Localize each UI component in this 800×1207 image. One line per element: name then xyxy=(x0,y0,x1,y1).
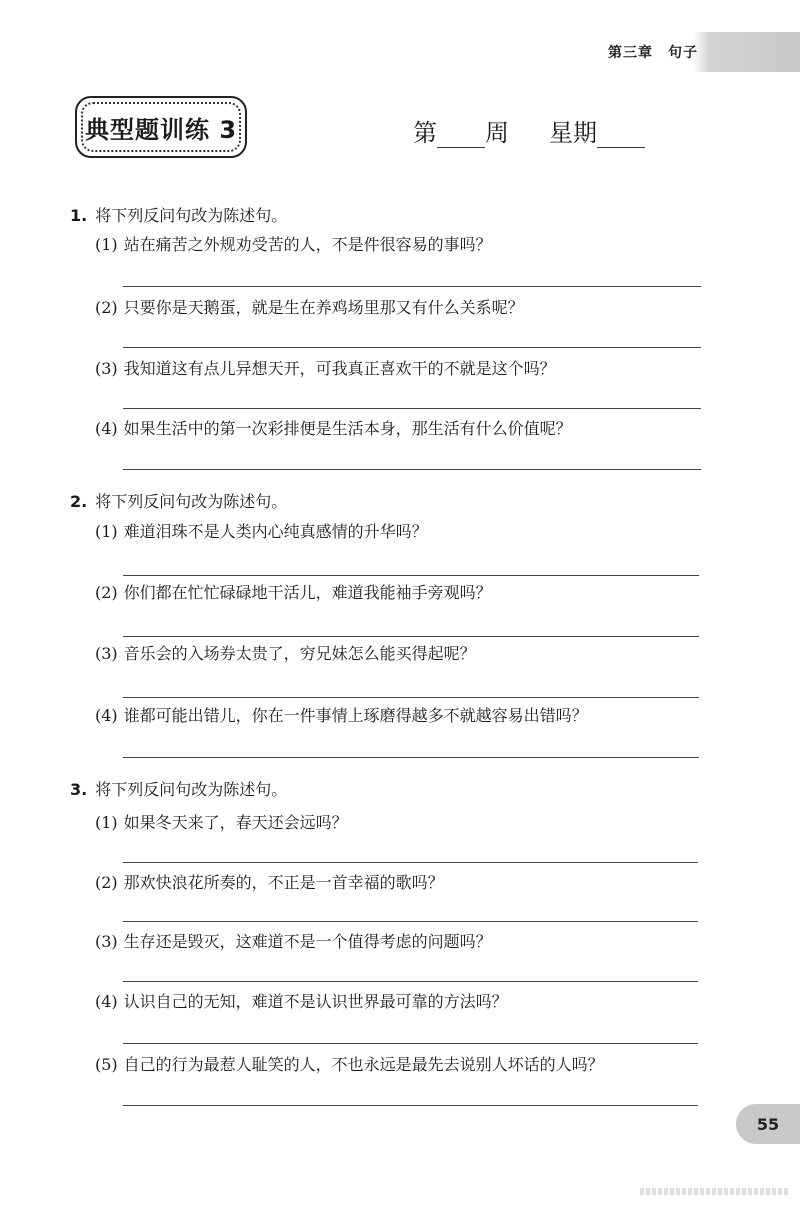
item-text: 你们都在忙忙碌碌地干活儿，难道我能袖手旁观吗？ xyxy=(123,583,492,602)
item-number: (2) xyxy=(95,583,118,602)
item-number: (3) xyxy=(95,359,118,378)
question-2-item-3 xyxy=(95,641,476,664)
item-number: (2) xyxy=(95,298,118,317)
answer-line[interactable] xyxy=(123,347,701,348)
answer-line[interactable] xyxy=(123,408,701,409)
item-number: (5) xyxy=(95,1055,118,1074)
question-2-item-2 xyxy=(95,580,492,603)
question-instruction: 将下列反问句改为陈述句。 xyxy=(95,492,288,511)
question-1-heading xyxy=(70,203,287,226)
answer-line[interactable] xyxy=(123,469,701,470)
answer-line[interactable] xyxy=(123,636,699,637)
item-text: 音乐会的入场券太贵了，穷兄妹怎么能买得起呢？ xyxy=(123,644,476,663)
question-2-item-1 xyxy=(95,519,428,542)
item-text: 认识自己的无知，难道不是认识世界最可靠的方法吗？ xyxy=(123,992,508,1011)
item-number: (4) xyxy=(95,706,118,725)
page-number: 55 xyxy=(756,1114,780,1134)
weekday-label: 星期 xyxy=(549,119,597,147)
answer-line[interactable] xyxy=(123,1043,698,1044)
item-number: (3) xyxy=(95,932,118,951)
question-3-item-5 xyxy=(95,1052,604,1075)
item-text: 谁都可能出错儿，你在一件事情上琢磨得越多不就越容易出错吗？ xyxy=(123,706,588,725)
item-number: (4) xyxy=(95,419,118,438)
question-number: 3. xyxy=(70,780,88,799)
item-text: 自己的行为最惹人耻笑的人，不也永远是最先去说别人坏话的人吗？ xyxy=(123,1055,604,1074)
item-number: (4) xyxy=(95,992,118,1011)
question-number: 1. xyxy=(70,206,88,225)
item-text: 生存还是毁灭，这难道不是一个值得考虑的问题吗？ xyxy=(123,932,492,951)
question-3-item-3 xyxy=(95,929,492,952)
item-text: 难道泪珠不是人类内心纯真感情的升华吗？ xyxy=(123,522,428,541)
item-number: (2) xyxy=(95,873,118,892)
item-number: (1) xyxy=(95,235,118,254)
question-2-item-4 xyxy=(95,703,588,726)
scan-watermark xyxy=(640,1188,790,1195)
question-1-item-2 xyxy=(95,295,524,318)
page-number-tab xyxy=(736,1104,800,1144)
item-text: 如果冬天来了，春天还会远吗？ xyxy=(123,813,348,832)
week-prefix: 第 xyxy=(413,119,437,147)
answer-line[interactable] xyxy=(123,575,699,576)
item-text: 只要你是天鹅蛋，就是生在养鸡场里那又有什么关系呢？ xyxy=(123,298,524,317)
week-date-field xyxy=(413,112,653,148)
item-number: (1) xyxy=(95,813,118,832)
item-text: 如果生活中的第一次彩排便是生活本身，那生活有什么价值呢？ xyxy=(123,419,572,438)
item-text: 那欢快浪花所奏的，不正是一首幸福的歌吗？ xyxy=(123,873,444,892)
question-instruction: 将下列反问句改为陈述句。 xyxy=(95,206,288,225)
question-1-item-3 xyxy=(95,356,556,379)
question-number: 2. xyxy=(70,492,88,511)
question-3-item-1 xyxy=(95,810,348,833)
answer-line[interactable] xyxy=(123,1105,698,1106)
item-number: (1) xyxy=(95,522,118,541)
exercise-title-box xyxy=(75,96,247,158)
answer-line[interactable] xyxy=(123,286,701,287)
question-2-heading xyxy=(70,489,287,512)
question-instruction: 将下列反问句改为陈述句。 xyxy=(95,780,288,799)
week-mid: 周 xyxy=(485,119,509,147)
chapter-label: 第三章 句子 xyxy=(608,45,698,61)
question-3-item-2 xyxy=(95,870,444,893)
answer-line[interactable] xyxy=(123,862,698,863)
item-text: 我知道这有点儿异想天开，可我真正喜欢干的不就是这个吗？ xyxy=(123,359,556,378)
weekday-blank[interactable] xyxy=(597,119,645,148)
question-1-item-4 xyxy=(95,416,572,439)
chapter-tab xyxy=(594,32,800,72)
question-3-heading xyxy=(70,777,287,800)
item-number: (3) xyxy=(95,644,118,663)
item-text: 站在痛苦之外规劝受苦的人，不是件很容易的事吗？ xyxy=(123,235,492,254)
answer-line[interactable] xyxy=(123,757,699,758)
question-3-item-4 xyxy=(95,989,508,1012)
exercise-title: 典型题训练 3 xyxy=(84,115,238,144)
answer-line[interactable] xyxy=(123,921,698,922)
question-1-item-1 xyxy=(95,232,492,255)
answer-line[interactable] xyxy=(123,981,698,982)
week-number-blank[interactable] xyxy=(437,119,485,148)
answer-line[interactable] xyxy=(123,697,699,698)
